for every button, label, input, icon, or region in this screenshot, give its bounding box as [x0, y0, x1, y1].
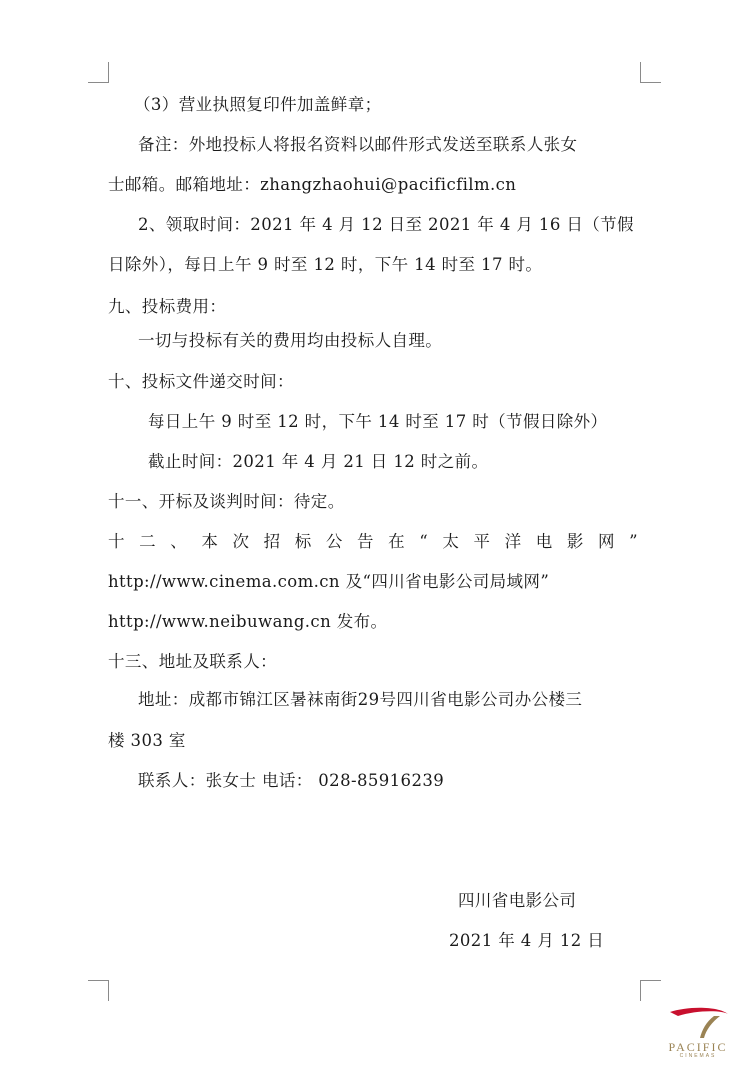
- line-publication-site-2: http://www.neibuwang.cn 发布。: [108, 612, 388, 631]
- line-deadline: 截止时间：2021 年 4 月 21 日 12 时之前。: [148, 452, 489, 471]
- line-collect-hours: 日除外），每日上午 9 时至 12 时，下午 14 时至 17 时。: [108, 255, 543, 274]
- logo-swoosh-icon: [656, 1004, 740, 1040]
- heading-bid-cost: 九、投标费用：: [108, 297, 227, 316]
- line-bid-cost: 一切与投标有关的费用均由投标人自理。: [138, 331, 443, 350]
- crop-mark-bottom-left: [88, 980, 109, 1001]
- line-business-license: （3）营业执照复印件加盖鲜章；: [134, 95, 382, 114]
- logo-subtitle: CINEMAS: [679, 1053, 717, 1059]
- signature-date: 2021 年 4 月 12 日: [449, 931, 605, 950]
- signature-company: 四川省电影公司: [458, 891, 577, 910]
- line-email: 士邮箱。邮箱地址：zhangzhaohui@pacificfilm.cn: [108, 175, 517, 194]
- crop-mark-top-right: [640, 62, 661, 83]
- heading-submission-time: 十、投标文件递交时间：: [108, 372, 294, 391]
- heading-opening-time: 十一、开标及谈判时间：待定。: [108, 492, 345, 511]
- heading-publication: 十二、本次招标公告在“太平洋电影网”: [108, 532, 638, 551]
- line-publication-site-1: http://www.cinema.com.cn 及“四川省电影公司局域网”: [108, 572, 550, 591]
- pacific-cinemas-logo: [656, 1004, 740, 1060]
- heading-address-contact: 十三、地址及联系人：: [108, 652, 277, 671]
- line-collect-time: 2、领取时间：2021 年 4 月 12 日至 2021 年 4 月 16 日（节假: [138, 215, 634, 234]
- line-contact-phone: 联系人：张女士 电话： 028-85916239: [138, 771, 445, 790]
- logo-wordmark: PACIFIC: [668, 1040, 728, 1054]
- line-submission-hours: 每日上午 9 时至 12 时，下午 14 时至 17 时（节假日除外）: [148, 412, 608, 431]
- line-address-room: 楼 303 室: [108, 731, 186, 750]
- line-address: 地址：成都市锦江区暑袜南街29号四川省电影公司办公楼三: [138, 690, 583, 709]
- crop-mark-top-left: [88, 62, 109, 83]
- line-remark: 备注：外地投标人将报名资料以邮件形式发送至联系人张女: [138, 135, 578, 154]
- crop-mark-bottom-right: [640, 980, 661, 1001]
